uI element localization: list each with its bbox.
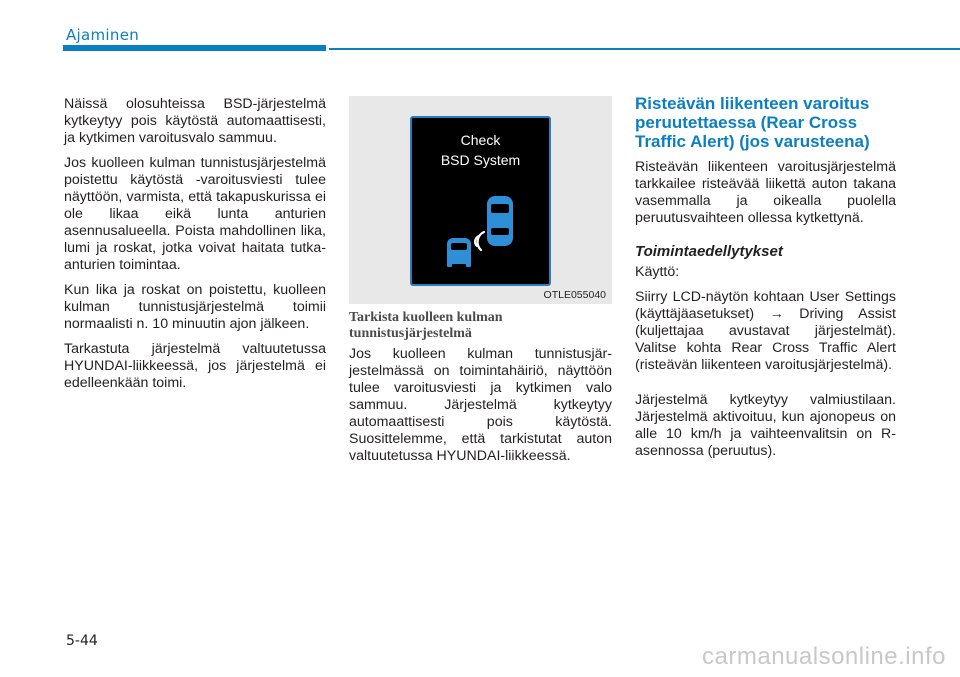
section-heading: Risteävän liikenteen varoitus peruutettaessa (Rear Cross Traffic Alert) (jos varusteena) (635, 94, 870, 151)
bsd-cars-illustration (349, 96, 612, 304)
column-left (64, 96, 326, 400)
paragraph: Tarkastuta järjestelmä valtuutetussa HYUNDAI-liikkeessä, jos järjestelmä ei edelleenkään toimi. (64, 341, 326, 391)
subheading: Toimintaedellytykset (635, 243, 783, 260)
display-text-check: Check (460, 132, 501, 148)
paragraph: Risteävän liikenteen varoitusjärjestelmä tarkkailee risteävää liikettä auton takana vasemmalla ja oikealla puolella peruutusvaihteen ollessa kytkettynä. (635, 159, 896, 226)
display-text-bsd-system: BSD System (440, 152, 521, 168)
bsd-figure (349, 96, 612, 304)
paragraph: Käyttö: (635, 264, 680, 280)
figure-caption-heading: Tarkista kuolleen kulman tunnistusjärjestelmä (349, 310, 503, 341)
header-rule-thick (63, 45, 326, 51)
paragraph: Siirry LCD-näytön kohtaan User Settings (käyttäjäasetukset) → Driving Assist (kuljettajaa avustavat järjestelmät). Valitse kohta Rear Cross Traffic Alert (risteävän liikenteen varoitusjärjestelmä). (635, 289, 896, 373)
paragraph: Jos kuolleen kulman tunnistusjärjestelmä poistettu käytöstä -varoitusviesti tulee näyttöön, varmista, että takapuskurissa ei ole likaa eikä lunta anturien asennusalueella. Poista mahdollinen lika, lumi ja roskat, jotka voivat haitata tutka-anturien toimintaa. (64, 155, 326, 273)
radar-wave-icon (475, 232, 484, 250)
paragraph: Kun lika ja roskat on poistettu, kuolleen kulman tunnistusjärjestelmä toimii normaalisti n. 10 minuutin ajon jälkeen. (64, 282, 326, 332)
paragraph: Jos kuolleen kulman tunnistusjärjestelmässä on toimintahäiriö, näyttöön tulee varoitusviesti ja kytkimen valo sammuu. Järjestelmä kytkeytyy automaattisesti pois käytöstä. Suosittelemme, että tarkistutat auton valtuutetussa HYUNDAI-liikkeessä. (349, 346, 612, 464)
column-middle (349, 310, 612, 473)
front-car-icon (487, 196, 513, 246)
watermark[interactable]: carmanualsonline.info (702, 643, 946, 670)
rear-car-icon (447, 238, 471, 267)
paragraph: Järjestelmä kytkeytyy valmiustilaan. Järjestelmä aktivoituu, kun ajonopeus on alle 10 km/h ja vaihteenvalitsin on R-asennossa (peruutus). (635, 392, 896, 459)
figure-code: OTLE055040 (543, 289, 606, 301)
paragraph: Näissä olosuhteissa BSD-järjestelmä kytkeytyy pois käytöstä automaattisesti, ja kytkimen varoitusvalo sammuu. (64, 96, 326, 146)
header-rule-thin (329, 48, 960, 50)
section-title: Ajaminen (66, 26, 140, 44)
column-right (635, 94, 896, 468)
page-number: 5-44 (66, 633, 98, 649)
